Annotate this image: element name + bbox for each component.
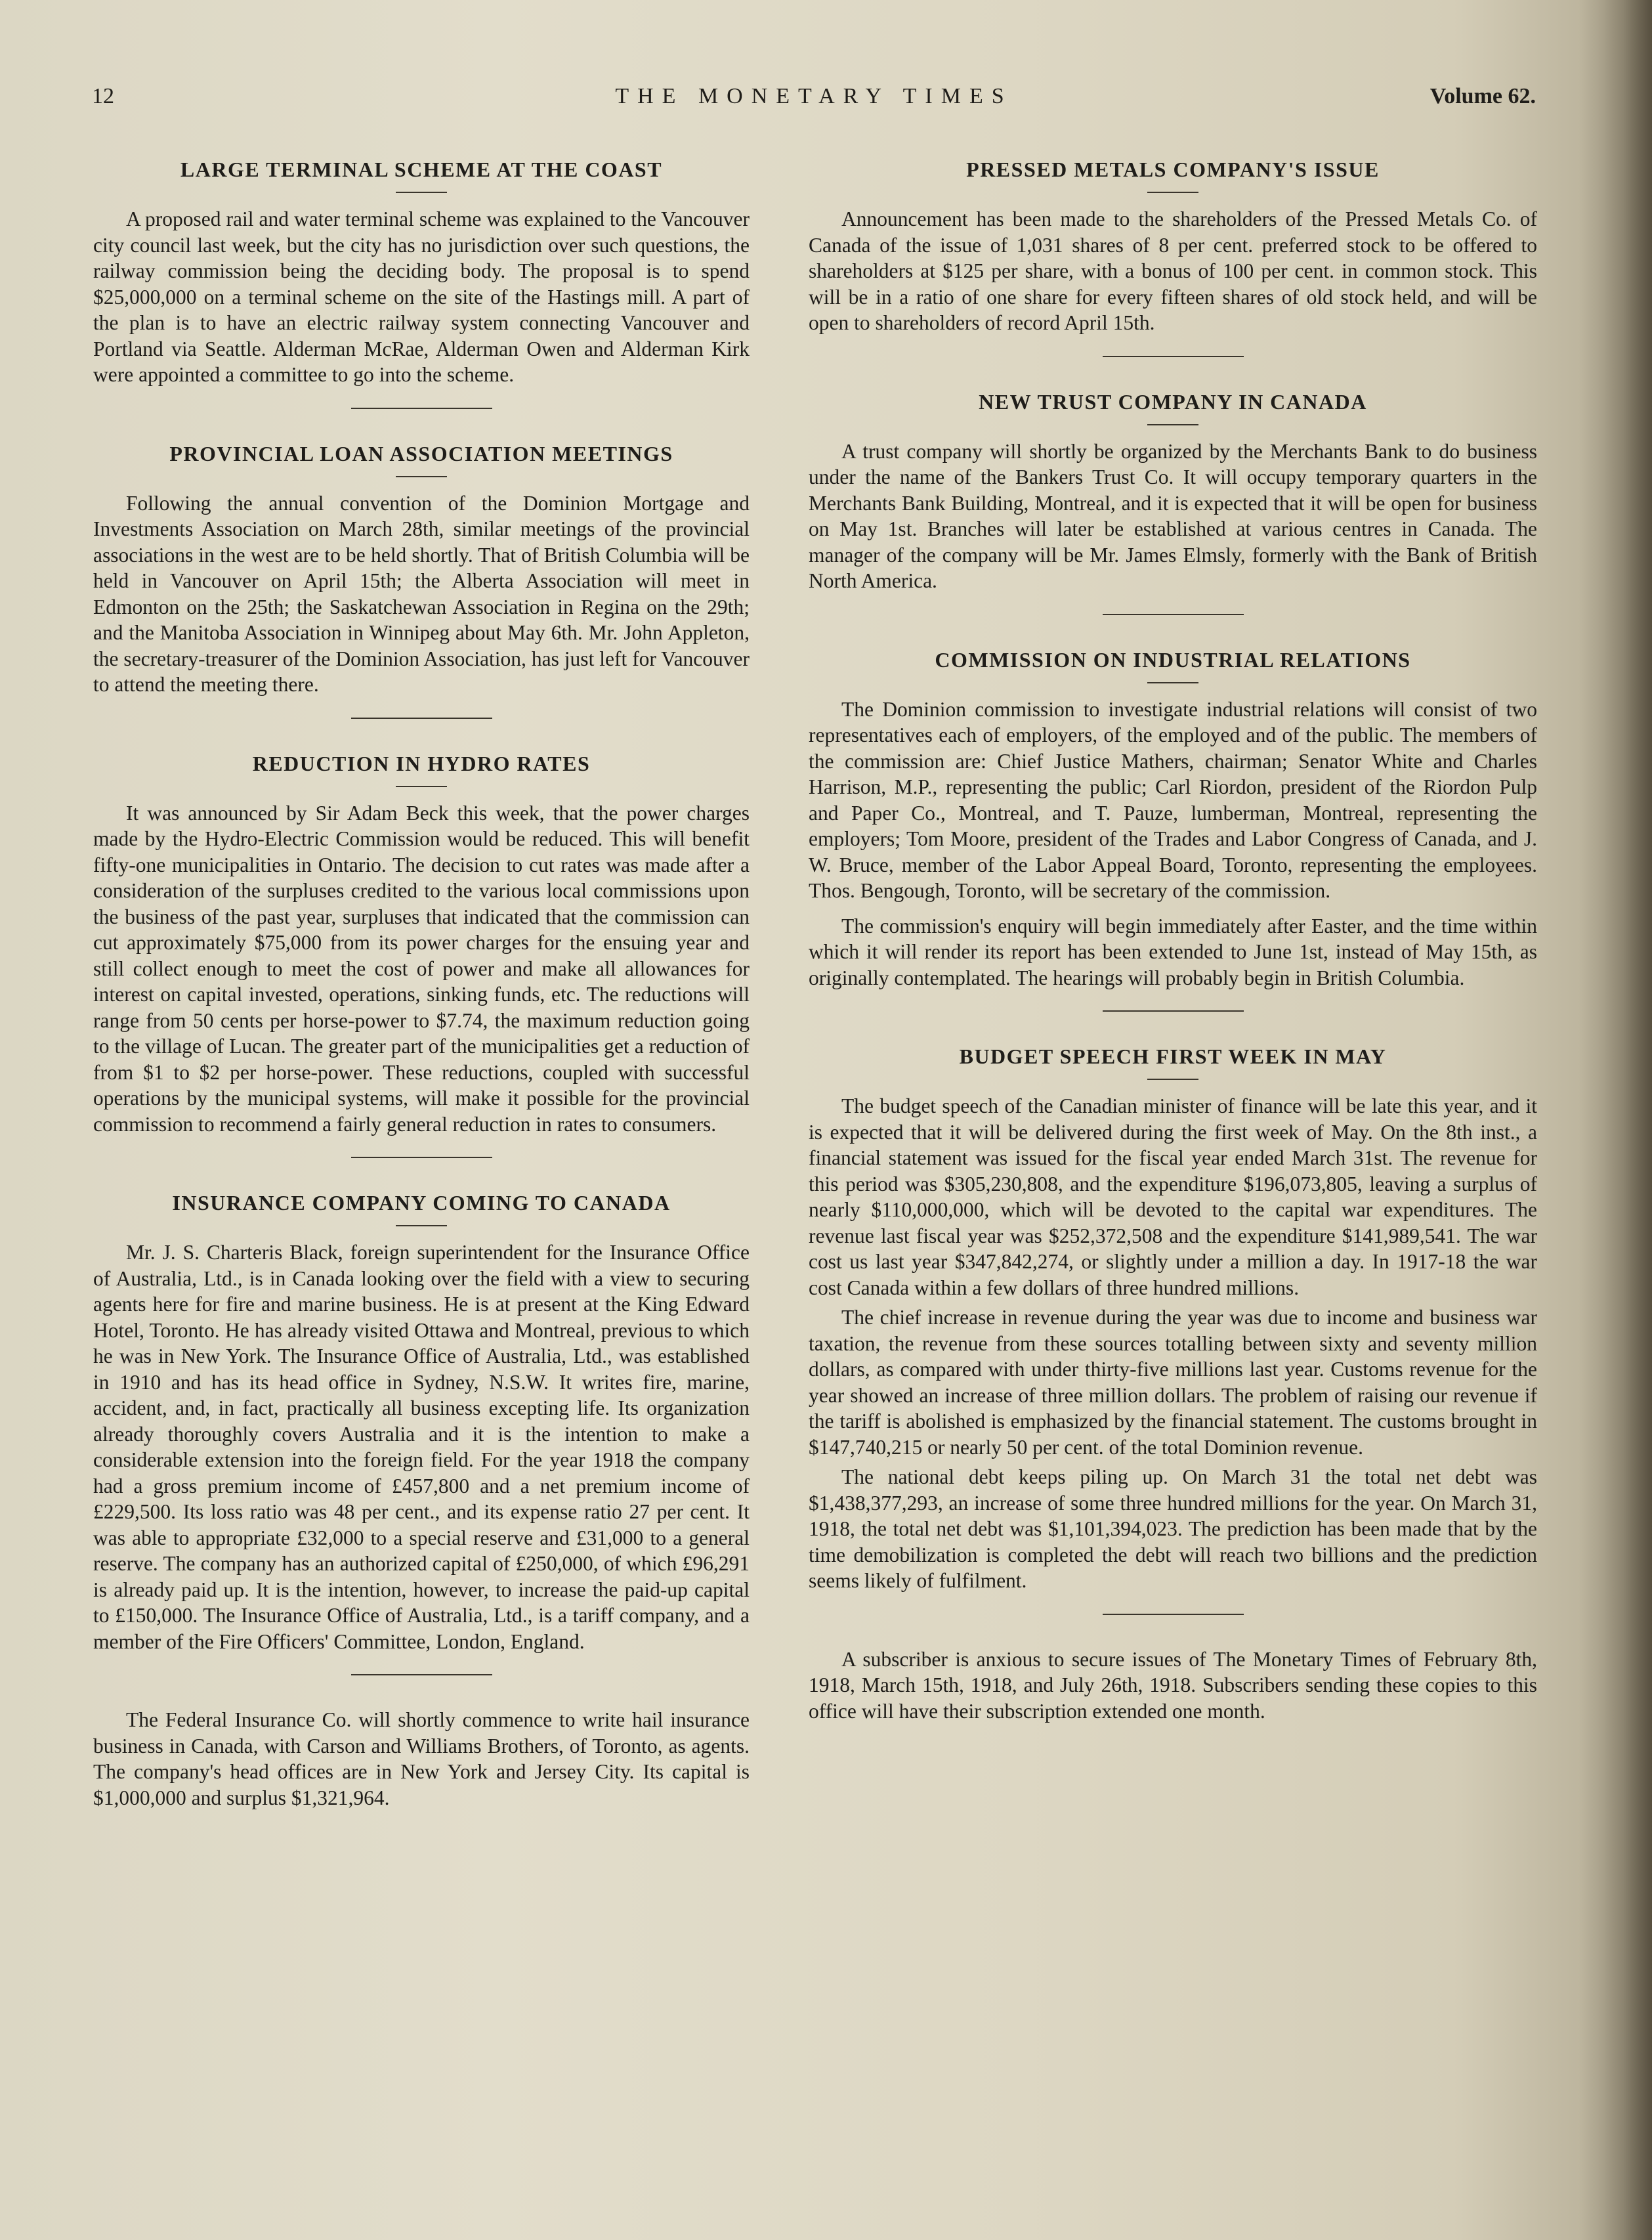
title-rule [396,786,447,787]
article-insurance-company [93,1190,750,1654]
volume-label: Volume 62. [1430,84,1536,108]
article-paragraph: A trust company will shortly be organized by the Merchants Bank to do business under the name of the Bankers Trust Co. It will occupy temporary quarters in the Merchants Bank Building, Montreal, and it is expected that it will be open for business on May 1st. Branches will later be established at various centres in Canada. The manager of the company will be Mr. James Elmsly, formerly with the Bank of British North America. [809,439,1537,592]
title-rule [1147,424,1198,425]
article-title: REDUCTION IN HYDRO RATES [252,751,591,775]
article-federal-insurance [93,1707,750,1811]
left-column [93,156,750,1811]
article-title: COMMISSION ON INDUSTRIAL RELATIONS [935,647,1411,672]
article-divider [351,1157,492,1158]
article-paragraph: A subscriber is anxious to secure issues of The Monetary Times of February 8th, 1918, March 15th, 1918, and July 26th, 1918. Subscribers sending these copies to this office will have their subscription extended one month. [809,1647,1537,1723]
article-divider [351,1674,492,1675]
article-trust-company [809,389,1537,594]
article-title: PROVINCIAL LOAN ASSOCIATION MEETINGS [169,441,673,465]
article-divider [351,408,492,409]
article-divider [1103,1010,1244,1012]
title-rule [1147,1079,1198,1080]
article-title: INSURANCE COMPANY COMING TO CANADA [172,1191,671,1215]
title-rule [396,1225,447,1226]
title-rule [1147,682,1198,683]
binding-shadow [1580,0,1652,2240]
title-rule [396,192,447,193]
article-paragraph: A proposed rail and water terminal scheme was explained to the Vancouver city council last week, but the city has no jurisdiction over such questions, the railway commission being the deciding body. The proposal is to spend $25,000,000 on a terminal scheme on the site of the Hastings mill. A part of the plan is to have an electric railway system connecting Vancouver and Portland via Seattle. Alderman McRae, Alderman Owen and Alderman Kirk were appointed a committee to go into the scheme. [93,207,750,386]
article-budget-speech [809,1043,1537,1594]
article-loan-association [93,441,750,698]
title-rule [396,476,447,477]
article-industrial-relations [809,647,1537,991]
article-paragraph: The commission's enquiry will begin immediately after Easter, and the time within which it will render its report has been extended to June 1st, instead of May 15th, as originally contemplated. The hearings will probably begin in British Columbia. [809,914,1537,989]
title-rule [1147,192,1198,193]
article-divider [1103,356,1244,357]
article-paragraph: Following the annual convention of the Dominion Mortgage and Investments Association on March 28th, similar meetings of the provincial associations in the west are to be held shortly. That of British Columbia will be held in Vancouver on April 15th; the Alberta Association will meet in Edmonton on the 25th; the Saskatchewan Association in Regina on the 29th; and the Manitoba Association in Winnipeg about May 6th. Mr. John Appleton, the secretary-treasurer of the Dominion Association, has just left for Vancouver to attend the meeting there. [93,491,750,696]
article-divider [351,718,492,719]
article-paragraph: The budget speech of the Canadian minister of finance will be late this year, and it is expected that it will be delivered during the first week of May. On the 8th inst., a financial statement was issued for the fiscal year ended March 31st. The revenue for this period was $305,230,808, and the expenditure $196,073,805, leaving a surplus of nearly $110,000,000, which will be devoted to the capital war expenditures. The revenue last fiscal year was $252,372,508 and the expenditure $141,989,541. The war cost us last year $347,842,274, or slightly under a million a day. In 1917-18 the war cost Canada within a few dollars of three hundred millions. [809,1094,1537,1299]
article-paragraph: Announcement has been made to the shareholders of the Pressed Metals Co. of Canada of the issue of 1,031 shares of 8 per cent. preferred stock to be offered to shareholders at $125 per share, with a bonus of 100 per cent. in common stock. This will be in a ratio of one share for every fifteen shares of old stock held, and will be open to shareholders of record April 15th. [809,207,1537,334]
article-subscriber-notice [809,1647,1537,1725]
article-divider [1103,614,1244,615]
masthead: THE MONETARY TIMES [615,84,1013,108]
article-pressed-metals [809,156,1537,336]
article-title: NEW TRUST COMPANY IN CANADA [979,389,1367,414]
article-title: LARGE TERMINAL SCHEME AT THE COAST [180,158,663,181]
article-paragraph: The Federal Insurance Co. will shortly commence to write hail insurance business in Canada, with Carson and Williams Brothers, of Toronto, as agents. The company's head offices are in New York and Jersey City. Its capital is $1,000,000 and surplus $1,321,964. [93,1708,750,1809]
article-paragraph: The Dominion commission to investigate industrial relations will consist of two representatives each of employers, of the employed and of the public. The members of the commission are: Chief Justice Mathers, chairman; Senator White and Charles Harrison, M.P., representing the public; Carl Riordon, president of the Riordon Pulp and Paper Co., Montreal, and T. Pauze, lumberman, Montreal, representing the employers; Tom Moore, president of the Trades and Labor Congress of Canada, and J. W. Bruce, member of the Labor Appeal Board, Toronto, representing the employees. Thos. Bengough, Toronto, will be secretary of the commission. [809,697,1537,902]
article-paragraph: The chief increase in revenue during the year was due to income and business war taxation, the revenue from these sources totalling between sixty and seventy million dollars, as compared with under thirty-five millions last year. Customs revenue for the year showed an increase of three million dollars. The problem of raising our revenue if the tariff is abolished is emphasized by the financial statement. The customs brought in $147,740,215 or nearly 50 per cent. of the total Dominion revenue. [809,1306,1537,1459]
article-hydro-rates [93,750,750,1138]
article-title: BUDGET SPEECH FIRST WEEK IN MAY [959,1045,1387,1068]
page-number: 12 [92,84,114,108]
article-paragraph: The national debt keeps piling up. On March 31 the total net debt was $1,438,377,293, an increase of some three hundred millions for the year. On March 31, 1918, the total net debt was $1,101,394,023. The prediction has been made that by the time demobilization is completed the debt will reach two billions and the prediction seems likely of fulfilment. [809,1465,1537,1592]
article-terminal-scheme [93,156,750,388]
article-divider [1103,1614,1244,1615]
article-paragraph: It was announced by Sir Adam Beck this week, that the power charges made by the Hydro-Electric Commission would be reduced. This will benefit fifty-one municipalities in Ontario. The decision to cut rates was made after a consideration of the surpluses credited to the various local commissions upon the business of the past year, surpluses that indicated that the commission can cut approximately $75,000 from its power charges for the ensuing year and still collect enough to meet the cost of power and make all allowances for interest on capital invested, operations, sinking funds, etc. The reductions will range from 50 cents per horse-power to $7.74, the maximum reduction going to the village of Lucan. The greater part of the municipalities get a reduction of from $1 to $2 per horse-power. These reductions, coupled with successful operations by the municipal systems, will make it possible for the provincial commission to recommend a fairly general reduction in rates to consumers. [93,801,750,1136]
article-paragraph: Mr. J. S. Charteris Black, foreign superintendent for the Insurance Office of Australia, Ltd., is in Canada looking over the field with a view to securing agents here for fire and marine business. He is at present at the King Edward Hotel, Toronto. He has already visited Ottawa and Montreal, previous to which he was in New York. The Insurance Office of Australia, Ltd., was established in 1910 and has its head office in Sydney, N.S.W. It writes fire, marine, accident, and, in fact, practically all business excepting life. Its organization already thoroughly covers Australia and it is the intention to make a considerable extension into the foreign field. For the year 1918 the company had a gross premium income of £457,800 and a net premium income of £229,500. Its loss ratio was 48 per cent., and its expense ratio 27 per cent. It was able to appropriate £32,000 to a special reserve and £31,000 to a general reserve. The company has an authorized capital of £250,000, of which £96,291 is already paid up. It is the intention, however, to increase the paid-up capital to £150,000. The Insurance Office of Australia, Ltd., is a tariff company, and a member of the Fire Officers' Committee, London, England. [93,1241,750,1653]
right-column [809,156,1537,1724]
running-head [92,84,1536,123]
article-title: PRESSED METALS COMPANY'S ISSUE [966,158,1380,181]
